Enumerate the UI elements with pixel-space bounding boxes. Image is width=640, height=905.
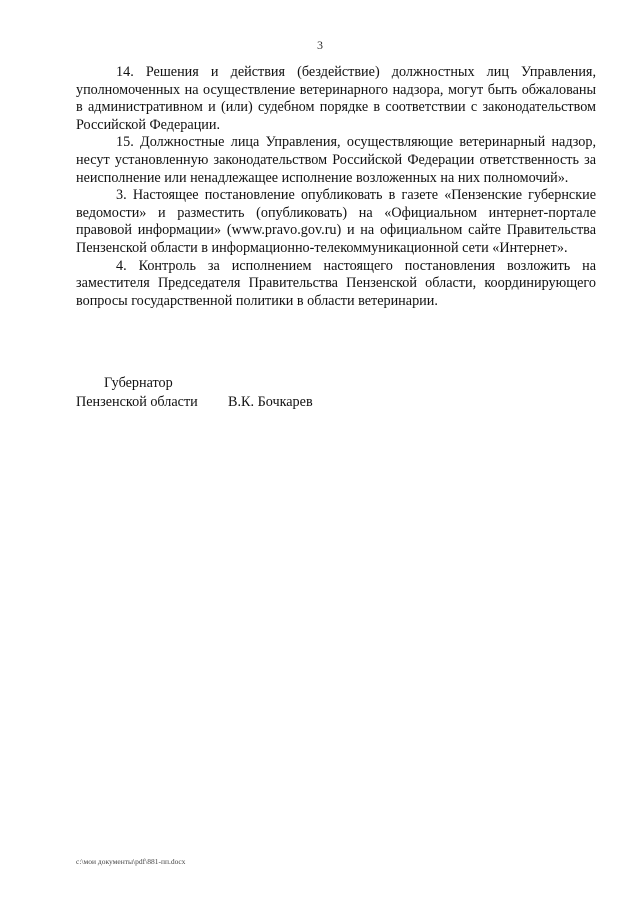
paragraph-4: 4. Контроль за исполнением настоящего постановления возложить на заместителя Председателя Правительства Пензенской области, координирующего вопросы государственной политики в области ветеринарии.	[76, 257, 596, 309]
page-number: 3	[317, 38, 323, 52]
signature-region: Пензенской области	[76, 394, 198, 410]
signature-row	[76, 393, 596, 412]
signature-title: Губернатор	[104, 375, 173, 391]
paragraph-3: 3. Настоящее постановление опубликовать в газете «Пензенские губернские ведомости» и разместить (опубликовать) на «Официальном интернет-портале правовой информации» (www.pravo.gov.ru) и на официальном сайте Правительства Пензенской области в информационно-телекоммуникационной сети «Интернет».	[76, 187, 596, 256]
signature-block	[76, 374, 596, 412]
paragraph-15: 15. Должностные лица Управления, осуществляющие ветеринарный надзор, несут установленную законодательством Российской Федерации ответственность за неисполнение или ненадлежащее исполнение возложенных на них полномочий».	[76, 134, 596, 186]
signature-name: В.К. Бочкарев	[228, 394, 313, 410]
footer-file-path: c:\мои документы\pdf\881-пп.docx	[76, 857, 186, 866]
paragraph-14: 14. Решения и действия (бездействие) должностных лиц Управления, уполномоченных на осуществление ветеринарного надзора, могут быть обжалованы в административном и (или) судебном порядке в соответствии с законодательством Российской Федерации.	[76, 64, 596, 133]
document-body	[76, 64, 596, 310]
